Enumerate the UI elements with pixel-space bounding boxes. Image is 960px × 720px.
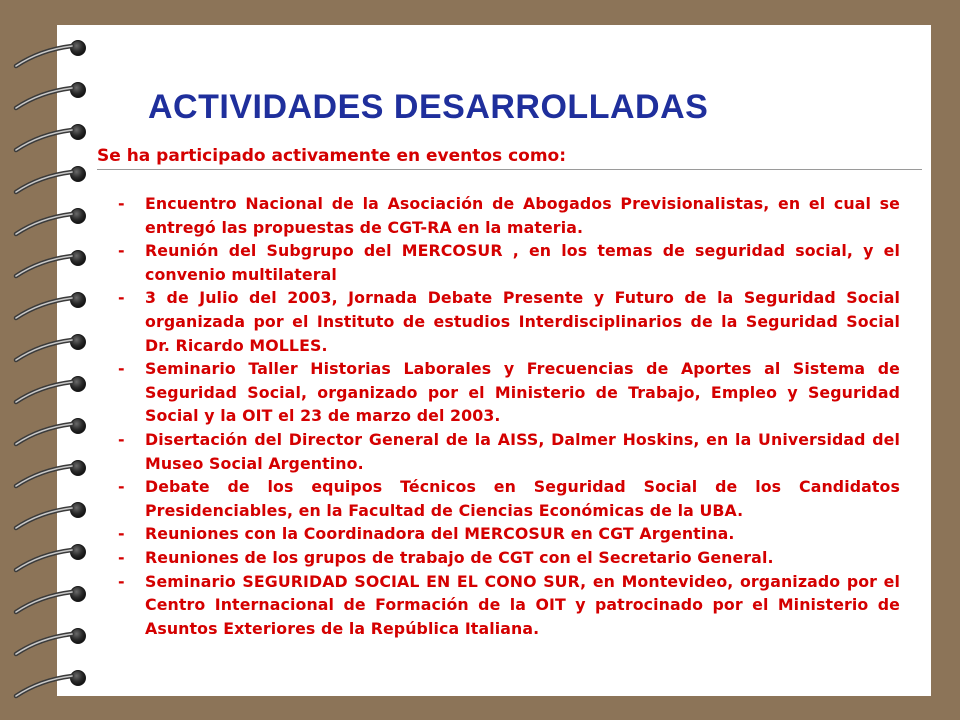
- bullet-dash: -: [118, 547, 125, 567]
- spiral-ring: [16, 83, 86, 109]
- spiral-ring: [16, 545, 86, 571]
- spiral-ring: [16, 671, 86, 697]
- event-text: Disertación del Director General de la AISS, Dalmer Hoskins, en la Universidad del Museo Social Argentino.: [145, 429, 900, 473]
- bullet-dash: -: [118, 288, 125, 308]
- spiral-ring: [16, 293, 86, 319]
- spiral-binding: [0, 0, 120, 720]
- spiral-ring: [16, 41, 86, 67]
- bullet-dash: -: [118, 477, 125, 497]
- spiral-ring: [16, 377, 86, 403]
- divider: [97, 169, 922, 170]
- spiral-ring: [16, 503, 86, 529]
- event-item: [118, 522, 900, 546]
- page-title: ACTIVIDADES DESARROLLADAS: [148, 88, 709, 126]
- event-item: [118, 192, 900, 239]
- event-item: [118, 570, 900, 641]
- spiral-ring: [16, 629, 86, 655]
- spiral-ring: [16, 167, 86, 193]
- spiral-ring: [16, 125, 86, 151]
- bullet-dash: -: [118, 194, 125, 213]
- spiral-ring: [16, 335, 86, 361]
- spiral-ring: [16, 209, 86, 235]
- bullet-dash: -: [118, 359, 125, 379]
- event-item: [118, 475, 900, 522]
- spiral-ring: [16, 419, 86, 445]
- event-text: Reuniones con la Coordinadora del MERCOSUR en CGT Argentina.: [145, 524, 735, 544]
- spiral-ring: [16, 251, 86, 277]
- bullet-dash: -: [118, 241, 125, 261]
- event-text: Reuniones de los grupos de trabajo de CGT con el Secretario General.: [145, 547, 774, 567]
- bullet-dash: -: [118, 524, 125, 544]
- event-item: [118, 357, 900, 428]
- bullet-dash: -: [118, 429, 125, 449]
- events-list: [118, 192, 900, 640]
- event-text: Debate de los equipos Técnicos en Seguridad Social de los Candidatos Presidenciables, en la Facultad de Ciencias Económicas de la UBA.: [145, 477, 900, 520]
- event-text: Encuentro Nacional de la Asociación de Abogados Previsionalistas, en el cual se entregó las propuestas de CGT-RA en la materia.: [145, 194, 900, 237]
- event-item: [118, 546, 900, 570]
- spiral-ring: [16, 461, 86, 487]
- intro-text: Se ha participado activamente en eventos como:: [97, 146, 567, 166]
- bullet-dash: -: [118, 571, 125, 591]
- spiral-ring: [16, 587, 86, 613]
- event-item: [118, 286, 900, 357]
- event-item: [118, 428, 900, 475]
- event-text: 3 de Julio del 2003, Jornada Debate Presente y Futuro de la Seguridad Social organizada por el Instituto de estudios Interdisciplinarios de la Seguridad Social Dr. Ricardo MOLLES.: [145, 288, 900, 355]
- event-text: Seminario Taller Historias Laborales y Frecuencias de Aportes al Sistema de Seguridad Social, organizado por el Ministerio de Trabajo, Empleo y Seguridad Social y la OIT el 23 de marzo del 2003.: [145, 359, 900, 426]
- event-text: Seminario SEGURIDAD SOCIAL EN EL CONO SUR, en Montevideo, organizado por el Centro Internacional de Formación de la OIT y patrocinado por el Ministerio de Asuntos Exteriores de la República Italiana.: [145, 571, 900, 638]
- event-text: Reunión del Subgrupo del MERCOSUR , en los temas de seguridad social, y el convenio multilateral: [145, 241, 900, 284]
- event-item: [118, 239, 900, 286]
